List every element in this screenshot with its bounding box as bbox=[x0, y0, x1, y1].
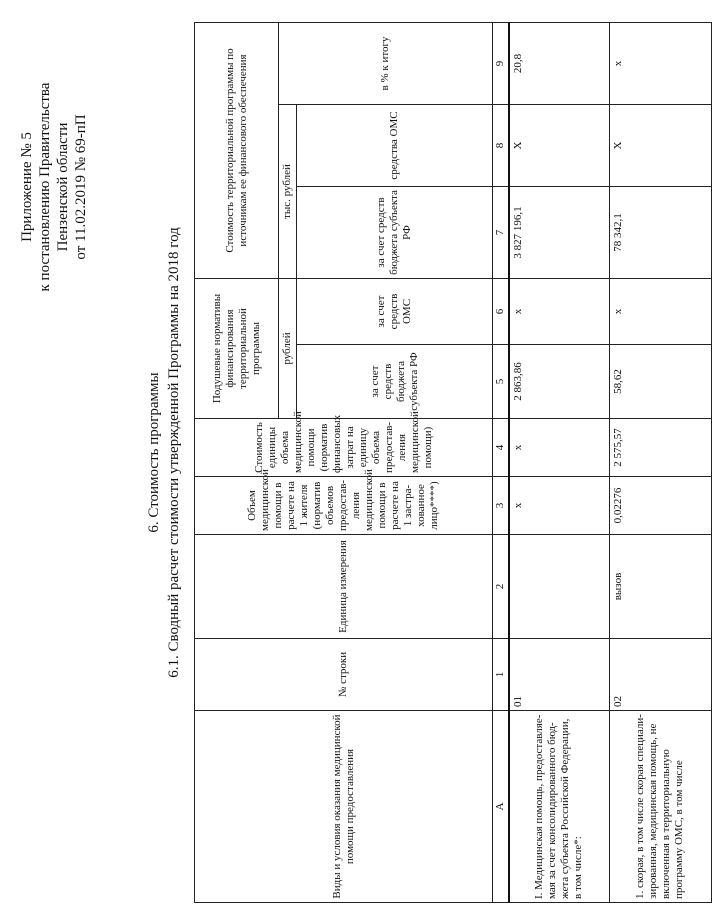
row-name: I. Медицинская помощь, предоставляе-мая за счет консолидированного бюд-жета субъекта Российской Федерации, в том числе*: bbox=[509, 711, 609, 903]
row-total-budget: 78 342,1 bbox=[609, 187, 711, 279]
table-row bbox=[609, 22, 711, 902]
appendix-line-3: Пензенской области bbox=[55, 122, 71, 252]
appendix-line-4: от 11.02.2019 № 69-пП bbox=[73, 114, 89, 260]
index-cell: 2 bbox=[493, 535, 510, 639]
row-unit bbox=[509, 535, 609, 639]
appendix-block bbox=[18, 22, 90, 352]
row-volume: 0,02276 bbox=[609, 477, 711, 535]
table-row bbox=[509, 22, 609, 902]
cost-table bbox=[194, 22, 712, 903]
index-cell: 7 bbox=[493, 187, 510, 279]
header-total-budget: за счет средств бюджета субъекта РФ bbox=[297, 187, 493, 279]
row-pc-budget: 2 863,86 bbox=[509, 345, 609, 419]
row-total-budget: 3 827 196,1 bbox=[509, 187, 609, 279]
row-number: 02 bbox=[609, 639, 711, 711]
row-percent: х bbox=[609, 22, 711, 104]
row-pc-budget: 58,62 bbox=[609, 345, 711, 419]
index-cell: 9 bbox=[493, 22, 510, 104]
header-pc-oms: за счет средств ОМС bbox=[297, 279, 493, 345]
row-volume: х bbox=[509, 477, 609, 535]
row-unit: вызов bbox=[609, 535, 711, 639]
header-per-capita: Подушевые нормативы финансирования территориальной программы bbox=[195, 279, 279, 419]
row-name: 1. скорая, в том числе скорая специали-зированная, медицинская помощь, не включенная в территориальную программу ОМС, в том числе bbox=[609, 711, 711, 903]
index-cell: 8 bbox=[493, 105, 510, 187]
row-cost: 2 575,57 bbox=[609, 419, 711, 477]
index-cell: A bbox=[493, 711, 510, 903]
index-cell: 5 bbox=[493, 345, 510, 419]
section-title: 6. Стоимость программы bbox=[146, 372, 162, 533]
header-total-cost: Стоимость территориальной программы по источникам ее финансового обеспечения bbox=[195, 22, 279, 278]
index-row bbox=[493, 22, 510, 902]
subsection-title: 6.1. Сводный расчет стоимости утвержденной Программы на 2018 год bbox=[166, 227, 182, 678]
row-number: 01 bbox=[509, 639, 609, 711]
header-row-no: № строки bbox=[195, 639, 493, 711]
row-cost: х bbox=[509, 419, 609, 477]
header-thousand-rub: тыс. рублей bbox=[279, 105, 297, 279]
row-total-oms: Х bbox=[609, 105, 711, 187]
header-pc-budget: за счет средств бюджета субъекта РФ bbox=[297, 345, 493, 419]
row-pc-oms: х bbox=[609, 279, 711, 345]
index-cell: 3 bbox=[493, 477, 510, 535]
row-total-oms: Х bbox=[509, 105, 609, 187]
row-pc-oms: х bbox=[509, 279, 609, 345]
appendix-line-2: к постановлению Правительства bbox=[37, 82, 53, 292]
index-cell: 6 bbox=[493, 279, 510, 345]
header-percent: в % к итогу bbox=[279, 22, 493, 104]
header-cost-unit: Стоимость единицы объема медицинской помощи (норматив финансовых затрат на единицу объема предостав-ления медицинской помощи) bbox=[195, 419, 493, 477]
row-percent: 20,8 bbox=[509, 22, 609, 104]
header-kinds: Виды и условия оказания медицинской помощи предоставления bbox=[195, 711, 493, 903]
header-total-oms: средства ОМС bbox=[297, 105, 493, 187]
index-cell: 4 bbox=[493, 419, 510, 477]
header-per-capita-rub: рублей bbox=[279, 279, 297, 419]
header-volume: Объем медицинской помощи в расчете на 1 жителя (норматив объемов предостав-ления медицинской помощи в расчете на 1 застра-хованное лицо****) bbox=[195, 477, 493, 535]
appendix-line-1: Приложение № 5 bbox=[19, 132, 35, 242]
index-cell: 1 bbox=[493, 639, 510, 711]
header-unit: Единица измерения bbox=[195, 535, 493, 639]
